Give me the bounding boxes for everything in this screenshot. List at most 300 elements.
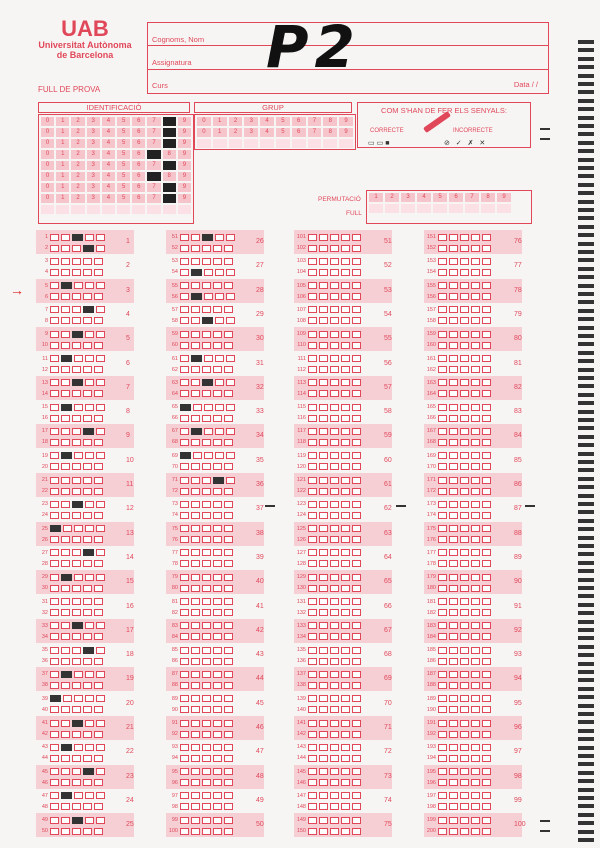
answer-row[interactable] bbox=[422, 267, 493, 277]
answer-bubble[interactable] bbox=[482, 258, 491, 265]
answer-bubble[interactable] bbox=[319, 768, 328, 775]
answer-bubble[interactable] bbox=[482, 682, 491, 689]
answer-bubble[interactable] bbox=[460, 560, 469, 567]
answer-bubble[interactable] bbox=[94, 536, 103, 543]
answer-bubble[interactable] bbox=[319, 404, 328, 411]
answer-bubble[interactable] bbox=[471, 245, 480, 252]
answer-bubble[interactable] bbox=[213, 574, 222, 581]
answer-bubble[interactable] bbox=[460, 609, 469, 616]
digit-bubble[interactable]: 1 bbox=[213, 117, 227, 126]
answer-bubble[interactable] bbox=[50, 501, 59, 508]
answer-bubble[interactable] bbox=[180, 258, 189, 265]
answer-bubble[interactable] bbox=[460, 779, 469, 786]
answer-bubble[interactable] bbox=[61, 706, 70, 713]
answer-bubble[interactable] bbox=[438, 501, 447, 508]
digit-bubble[interactable]: 7 bbox=[147, 117, 160, 126]
answer-bubble[interactable] bbox=[449, 366, 458, 373]
answer-bubble[interactable] bbox=[352, 379, 361, 386]
answer-row[interactable] bbox=[292, 524, 363, 534]
answer-bubble[interactable] bbox=[482, 744, 491, 751]
answer-bubble[interactable] bbox=[50, 768, 59, 775]
answer-bubble[interactable] bbox=[449, 355, 458, 362]
answer-bubble[interactable] bbox=[191, 622, 200, 629]
answer-bubble[interactable] bbox=[50, 828, 59, 835]
answer-bubble[interactable] bbox=[449, 439, 458, 446]
answer-bubble[interactable] bbox=[180, 731, 189, 738]
digit-bubble[interactable]: 7 bbox=[147, 161, 160, 170]
answer-bubble[interactable] bbox=[94, 828, 103, 835]
answer-bubble[interactable] bbox=[482, 366, 491, 373]
digit-bubble[interactable]: 3 bbox=[87, 194, 100, 203]
digit-bubble[interactable]: 1 bbox=[56, 183, 69, 192]
digit-bubble[interactable]: 5 bbox=[117, 139, 130, 148]
answer-bubble[interactable] bbox=[319, 622, 328, 629]
answer-bubble[interactable] bbox=[85, 452, 94, 459]
answer-bubble[interactable] bbox=[308, 317, 317, 324]
answer-bubble[interactable] bbox=[352, 306, 361, 313]
digit-bubble[interactable]: 9 bbox=[178, 183, 191, 192]
answer-bubble[interactable] bbox=[449, 682, 458, 689]
answer-bubble[interactable] bbox=[83, 803, 92, 810]
answer-bubble[interactable] bbox=[438, 622, 447, 629]
answer-bubble[interactable] bbox=[471, 609, 480, 616]
answer-bubble[interactable] bbox=[202, 439, 211, 446]
answer-bubble[interactable] bbox=[72, 779, 81, 786]
answer-bubble[interactable] bbox=[341, 585, 350, 592]
answer-bubble[interactable] bbox=[226, 428, 235, 435]
digit-bubble[interactable]: 2 bbox=[71, 150, 84, 159]
answer-bubble[interactable] bbox=[438, 817, 447, 824]
answer-bubble[interactable] bbox=[352, 342, 361, 349]
answer-bubble[interactable] bbox=[449, 598, 458, 605]
answer-row[interactable] bbox=[422, 559, 493, 569]
answer-bubble[interactable] bbox=[308, 647, 317, 654]
answer-bubble[interactable] bbox=[482, 463, 491, 470]
answer-bubble[interactable] bbox=[308, 633, 317, 640]
answer-bubble[interactable] bbox=[460, 755, 469, 762]
answer-bubble[interactable] bbox=[180, 342, 189, 349]
answer-bubble[interactable] bbox=[308, 622, 317, 629]
answer-bubble[interactable] bbox=[61, 306, 70, 313]
answer-bubble[interactable] bbox=[191, 428, 202, 435]
answer-bubble[interactable] bbox=[191, 585, 200, 592]
answer-bubble[interactable] bbox=[213, 258, 222, 265]
digit-bubble[interactable]: 7 bbox=[147, 183, 160, 192]
answer-bubble[interactable] bbox=[449, 234, 458, 241]
answer-bubble[interactable] bbox=[202, 706, 211, 713]
answer-bubble[interactable] bbox=[191, 439, 200, 446]
answer-bubble[interactable] bbox=[226, 293, 235, 300]
answer-row[interactable] bbox=[34, 510, 105, 520]
answer-bubble[interactable] bbox=[471, 695, 480, 702]
answer-bubble[interactable] bbox=[341, 792, 350, 799]
answer-bubble[interactable] bbox=[308, 609, 317, 616]
answer-bubble[interactable] bbox=[224, 817, 233, 824]
answer-row[interactable] bbox=[164, 718, 235, 728]
answer-bubble[interactable] bbox=[341, 633, 350, 640]
answer-row[interactable] bbox=[422, 802, 493, 812]
answer-row[interactable] bbox=[34, 451, 107, 461]
answer-row[interactable] bbox=[292, 486, 363, 496]
answer-bubble[interactable] bbox=[180, 706, 189, 713]
digit-bubble[interactable]: 2 bbox=[229, 117, 243, 126]
answer-bubble[interactable] bbox=[319, 477, 328, 484]
answer-bubble[interactable] bbox=[438, 803, 447, 810]
answer-bubble[interactable] bbox=[460, 658, 469, 665]
answer-bubble[interactable] bbox=[330, 477, 339, 484]
answer-row[interactable] bbox=[164, 232, 237, 242]
answer-bubble[interactable] bbox=[94, 390, 103, 397]
answer-bubble[interactable] bbox=[213, 306, 222, 313]
answer-row[interactable] bbox=[422, 656, 493, 666]
digit-bubble[interactable]: 5 bbox=[276, 128, 290, 137]
answer-bubble[interactable] bbox=[94, 633, 103, 640]
answer-bubble[interactable] bbox=[460, 695, 469, 702]
answer-bubble[interactable] bbox=[85, 720, 94, 727]
answer-bubble[interactable] bbox=[482, 525, 491, 532]
answer-bubble[interactable] bbox=[460, 598, 469, 605]
digit-bubble[interactable]: 4 bbox=[260, 117, 274, 126]
answer-bubble[interactable] bbox=[352, 744, 361, 751]
answer-bubble[interactable] bbox=[319, 658, 328, 665]
answer-bubble[interactable] bbox=[61, 731, 70, 738]
answer-bubble[interactable] bbox=[482, 379, 491, 386]
answer-bubble[interactable] bbox=[449, 560, 458, 567]
answer-bubble[interactable] bbox=[50, 415, 59, 422]
answer-bubble[interactable] bbox=[352, 817, 361, 824]
digit-bubble[interactable]: 1 bbox=[56, 139, 69, 148]
answer-bubble[interactable] bbox=[460, 269, 469, 276]
answer-bubble[interactable] bbox=[191, 817, 200, 824]
answer-bubble[interactable] bbox=[72, 647, 81, 654]
answer-bubble[interactable] bbox=[352, 452, 361, 459]
answer-row[interactable] bbox=[164, 656, 235, 666]
answer-bubble[interactable] bbox=[438, 609, 447, 616]
answer-bubble[interactable] bbox=[180, 366, 189, 373]
answer-bubble[interactable] bbox=[63, 525, 72, 532]
answer-bubble[interactable] bbox=[482, 622, 491, 629]
answer-bubble[interactable] bbox=[61, 755, 70, 762]
answer-bubble[interactable] bbox=[61, 609, 70, 616]
answer-bubble[interactable] bbox=[202, 525, 211, 532]
answer-bubble[interactable] bbox=[226, 234, 235, 241]
answer-row[interactable] bbox=[34, 705, 105, 715]
answer-bubble[interactable] bbox=[204, 452, 213, 459]
answer-bubble[interactable] bbox=[72, 585, 81, 592]
answer-row[interactable] bbox=[422, 426, 493, 436]
digit-bubble[interactable]: 5 bbox=[117, 150, 130, 159]
answer-bubble[interactable] bbox=[449, 428, 458, 435]
answer-bubble[interactable] bbox=[202, 560, 211, 567]
digit-bubble[interactable]: 0 bbox=[41, 161, 54, 170]
answer-bubble[interactable] bbox=[83, 342, 92, 349]
answer-row[interactable] bbox=[34, 267, 105, 277]
answer-bubble[interactable] bbox=[85, 404, 94, 411]
answer-bubble[interactable] bbox=[308, 342, 317, 349]
answer-bubble[interactable] bbox=[471, 598, 480, 605]
answer-bubble[interactable] bbox=[213, 720, 222, 727]
answer-bubble[interactable] bbox=[72, 331, 83, 338]
answer-bubble[interactable] bbox=[330, 317, 339, 324]
answer-bubble[interactable] bbox=[202, 622, 211, 629]
answer-bubble[interactable] bbox=[202, 658, 211, 665]
answer-bubble[interactable] bbox=[224, 779, 233, 786]
answer-row[interactable] bbox=[422, 826, 493, 836]
answer-bubble[interactable] bbox=[352, 779, 361, 786]
answer-bubble[interactable] bbox=[191, 525, 200, 532]
answer-bubble[interactable] bbox=[341, 755, 350, 762]
answer-bubble[interactable] bbox=[330, 658, 339, 665]
answer-bubble[interactable] bbox=[471, 342, 480, 349]
digit-bubble[interactable]: 5 bbox=[117, 183, 130, 192]
answer-row[interactable] bbox=[292, 548, 363, 558]
answer-row[interactable] bbox=[292, 535, 363, 545]
answer-bubble[interactable] bbox=[50, 306, 59, 313]
answer-bubble[interactable] bbox=[72, 768, 81, 775]
answer-bubble[interactable] bbox=[224, 828, 233, 835]
answer-bubble[interactable] bbox=[341, 560, 350, 567]
answer-bubble[interactable] bbox=[85, 501, 94, 508]
answer-bubble[interactable] bbox=[72, 512, 81, 519]
answer-bubble[interactable] bbox=[341, 828, 350, 835]
answer-bubble[interactable] bbox=[482, 574, 491, 581]
answer-row[interactable] bbox=[34, 767, 107, 777]
answer-bubble[interactable] bbox=[213, 622, 222, 629]
answer-bubble[interactable] bbox=[308, 658, 317, 665]
answer-bubble[interactable] bbox=[191, 245, 200, 252]
answer-bubble[interactable] bbox=[191, 549, 200, 556]
answer-row[interactable] bbox=[164, 365, 235, 375]
answer-bubble[interactable] bbox=[224, 633, 233, 640]
answer-bubble[interactable] bbox=[180, 598, 189, 605]
answer-bubble[interactable] bbox=[341, 234, 350, 241]
answer-bubble[interactable] bbox=[319, 574, 328, 581]
answer-bubble[interactable] bbox=[191, 355, 202, 362]
answer-bubble[interactable] bbox=[482, 404, 491, 411]
answer-bubble[interactable] bbox=[96, 452, 105, 459]
answer-bubble[interactable] bbox=[202, 755, 211, 762]
digit-bubble[interactable]: 3 bbox=[87, 117, 100, 126]
answer-bubble[interactable] bbox=[319, 720, 328, 727]
answer-bubble[interactable] bbox=[96, 234, 105, 241]
answer-bubble[interactable] bbox=[460, 439, 469, 446]
answer-bubble[interactable] bbox=[449, 768, 458, 775]
answer-bubble[interactable] bbox=[330, 549, 339, 556]
answer-bubble[interactable] bbox=[330, 390, 339, 397]
answer-bubble[interactable] bbox=[482, 549, 491, 556]
answer-row[interactable] bbox=[422, 729, 493, 739]
answer-bubble[interactable] bbox=[308, 755, 317, 762]
answer-bubble[interactable] bbox=[50, 269, 59, 276]
answer-bubble[interactable] bbox=[85, 355, 94, 362]
answer-row[interactable] bbox=[422, 621, 493, 631]
answer-bubble[interactable] bbox=[438, 828, 447, 835]
answer-bubble[interactable] bbox=[308, 779, 317, 786]
answer-bubble[interactable] bbox=[94, 512, 103, 519]
answer-bubble[interactable] bbox=[224, 439, 233, 446]
answer-bubble[interactable] bbox=[471, 803, 480, 810]
answer-bubble[interactable] bbox=[83, 549, 94, 556]
answer-bubble[interactable] bbox=[341, 306, 350, 313]
answer-bubble[interactable] bbox=[438, 755, 447, 762]
answer-bubble[interactable] bbox=[96, 245, 105, 252]
answer-bubble[interactable] bbox=[202, 647, 211, 654]
answer-bubble[interactable] bbox=[180, 415, 189, 422]
answer-row[interactable] bbox=[34, 389, 105, 399]
answer-bubble[interactable] bbox=[308, 293, 317, 300]
answer-bubble[interactable] bbox=[213, 282, 222, 289]
answer-bubble[interactable] bbox=[482, 731, 491, 738]
answer-row[interactable] bbox=[422, 597, 493, 607]
answer-bubble[interactable] bbox=[191, 647, 200, 654]
answer-bubble[interactable] bbox=[50, 452, 59, 459]
answer-row[interactable] bbox=[292, 669, 363, 679]
digit-bubble[interactable]: 6 bbox=[292, 117, 306, 126]
answer-row[interactable] bbox=[164, 524, 235, 534]
answer-bubble[interactable] bbox=[94, 682, 103, 689]
answer-bubble[interactable] bbox=[482, 415, 491, 422]
answer-bubble[interactable] bbox=[319, 828, 328, 835]
answer-bubble[interactable] bbox=[352, 731, 361, 738]
answer-bubble[interactable] bbox=[352, 792, 361, 799]
answer-bubble[interactable] bbox=[341, 390, 350, 397]
answer-row[interactable] bbox=[34, 826, 105, 836]
answer-row[interactable] bbox=[292, 413, 363, 423]
answer-bubble[interactable] bbox=[352, 439, 361, 446]
answer-bubble[interactable] bbox=[61, 560, 70, 567]
answer-row[interactable] bbox=[422, 292, 493, 302]
answer-bubble[interactable] bbox=[202, 245, 211, 252]
answer-row[interactable] bbox=[292, 292, 363, 302]
answer-row[interactable] bbox=[422, 256, 493, 266]
answer-bubble[interactable] bbox=[72, 622, 83, 629]
answer-bubble[interactable] bbox=[213, 828, 222, 835]
answer-bubble[interactable] bbox=[83, 647, 94, 654]
answer-bubble[interactable] bbox=[72, 598, 81, 605]
answer-bubble[interactable] bbox=[341, 379, 350, 386]
answer-bubble[interactable] bbox=[50, 331, 59, 338]
answer-row[interactable] bbox=[164, 462, 235, 472]
digit-bubble[interactable]: 3 bbox=[87, 172, 100, 181]
answer-bubble[interactable] bbox=[50, 234, 59, 241]
answer-bubble[interactable] bbox=[308, 404, 317, 411]
answer-bubble[interactable] bbox=[319, 439, 328, 446]
answer-bubble[interactable] bbox=[72, 828, 81, 835]
answer-bubble[interactable] bbox=[449, 488, 458, 495]
answer-bubble[interactable] bbox=[471, 720, 480, 727]
answer-bubble[interactable] bbox=[74, 282, 83, 289]
answer-bubble[interactable] bbox=[330, 428, 339, 435]
digit-bubble[interactable]: 7 bbox=[308, 128, 322, 137]
answer-bubble[interactable] bbox=[50, 671, 59, 678]
answer-bubble[interactable] bbox=[471, 585, 480, 592]
answer-bubble[interactable] bbox=[74, 452, 83, 459]
answer-bubble[interactable] bbox=[352, 463, 361, 470]
answer-row[interactable] bbox=[34, 559, 105, 569]
answer-row[interactable] bbox=[164, 826, 235, 836]
answer-bubble[interactable] bbox=[50, 803, 59, 810]
answer-bubble[interactable] bbox=[438, 366, 447, 373]
answer-bubble[interactable] bbox=[94, 560, 103, 567]
answer-bubble[interactable] bbox=[330, 817, 339, 824]
answer-row[interactable] bbox=[422, 608, 493, 618]
answer-bubble[interactable] bbox=[471, 560, 480, 567]
answer-bubble[interactable] bbox=[213, 390, 222, 397]
answer-row[interactable] bbox=[422, 694, 493, 704]
answer-bubble[interactable] bbox=[191, 803, 200, 810]
answer-bubble[interactable] bbox=[460, 390, 469, 397]
answer-bubble[interactable] bbox=[94, 317, 103, 324]
answer-bubble[interactable] bbox=[72, 706, 81, 713]
answer-bubble[interactable] bbox=[83, 366, 92, 373]
answer-bubble[interactable] bbox=[438, 647, 447, 654]
answer-bubble[interactable] bbox=[438, 731, 447, 738]
answer-bubble[interactable] bbox=[460, 404, 469, 411]
answer-bubble[interactable] bbox=[202, 317, 213, 324]
digit-bubble[interactable]: 5 bbox=[117, 161, 130, 170]
answer-bubble[interactable] bbox=[308, 744, 317, 751]
answer-bubble[interactable] bbox=[319, 306, 328, 313]
answer-bubble[interactable] bbox=[61, 355, 72, 362]
answer-bubble[interactable] bbox=[213, 731, 222, 738]
answer-bubble[interactable] bbox=[352, 720, 361, 727]
answer-bubble[interactable] bbox=[50, 779, 59, 786]
answer-bubble[interactable] bbox=[83, 536, 92, 543]
answer-bubble[interactable] bbox=[226, 477, 235, 484]
answer-row[interactable] bbox=[164, 632, 235, 642]
answer-bubble[interactable] bbox=[341, 720, 350, 727]
answer-bubble[interactable] bbox=[438, 355, 447, 362]
answer-bubble[interactable] bbox=[72, 549, 81, 556]
answer-bubble[interactable] bbox=[180, 477, 189, 484]
answer-bubble[interactable] bbox=[180, 658, 189, 665]
answer-bubble[interactable] bbox=[213, 585, 222, 592]
answer-bubble[interactable] bbox=[204, 269, 213, 276]
answer-bubble[interactable] bbox=[83, 585, 92, 592]
answer-bubble[interactable] bbox=[341, 744, 350, 751]
answer-bubble[interactable] bbox=[224, 609, 233, 616]
answer-bubble[interactable] bbox=[72, 731, 81, 738]
digit-bubble[interactable]: 1 bbox=[56, 161, 69, 170]
answer-row[interactable] bbox=[34, 669, 107, 679]
digit-bubble[interactable]: 4 bbox=[102, 161, 115, 170]
answer-bubble[interactable] bbox=[308, 803, 317, 810]
answer-bubble[interactable] bbox=[180, 293, 189, 300]
answer-bubble[interactable] bbox=[83, 293, 92, 300]
answer-bubble[interactable] bbox=[180, 779, 189, 786]
answer-bubble[interactable] bbox=[213, 331, 222, 338]
answer-bubble[interactable] bbox=[61, 828, 70, 835]
answer-bubble[interactable] bbox=[449, 720, 458, 727]
answer-bubble[interactable] bbox=[330, 560, 339, 567]
answer-bubble[interactable] bbox=[85, 817, 94, 824]
answer-bubble[interactable] bbox=[341, 647, 350, 654]
answer-bubble[interactable] bbox=[85, 622, 94, 629]
answer-row[interactable] bbox=[34, 583, 105, 593]
answer-bubble[interactable] bbox=[74, 404, 83, 411]
answer-bubble[interactable] bbox=[341, 671, 350, 678]
answer-bubble[interactable] bbox=[460, 647, 469, 654]
answer-bubble[interactable] bbox=[449, 463, 458, 470]
answer-bubble[interactable] bbox=[50, 609, 59, 616]
answer-bubble[interactable] bbox=[213, 415, 222, 422]
answer-bubble[interactable] bbox=[460, 706, 469, 713]
answer-bubble[interactable] bbox=[308, 355, 317, 362]
answer-bubble[interactable] bbox=[341, 658, 350, 665]
answer-bubble[interactable] bbox=[330, 366, 339, 373]
answer-bubble[interactable] bbox=[308, 415, 317, 422]
answer-bubble[interactable] bbox=[482, 779, 491, 786]
